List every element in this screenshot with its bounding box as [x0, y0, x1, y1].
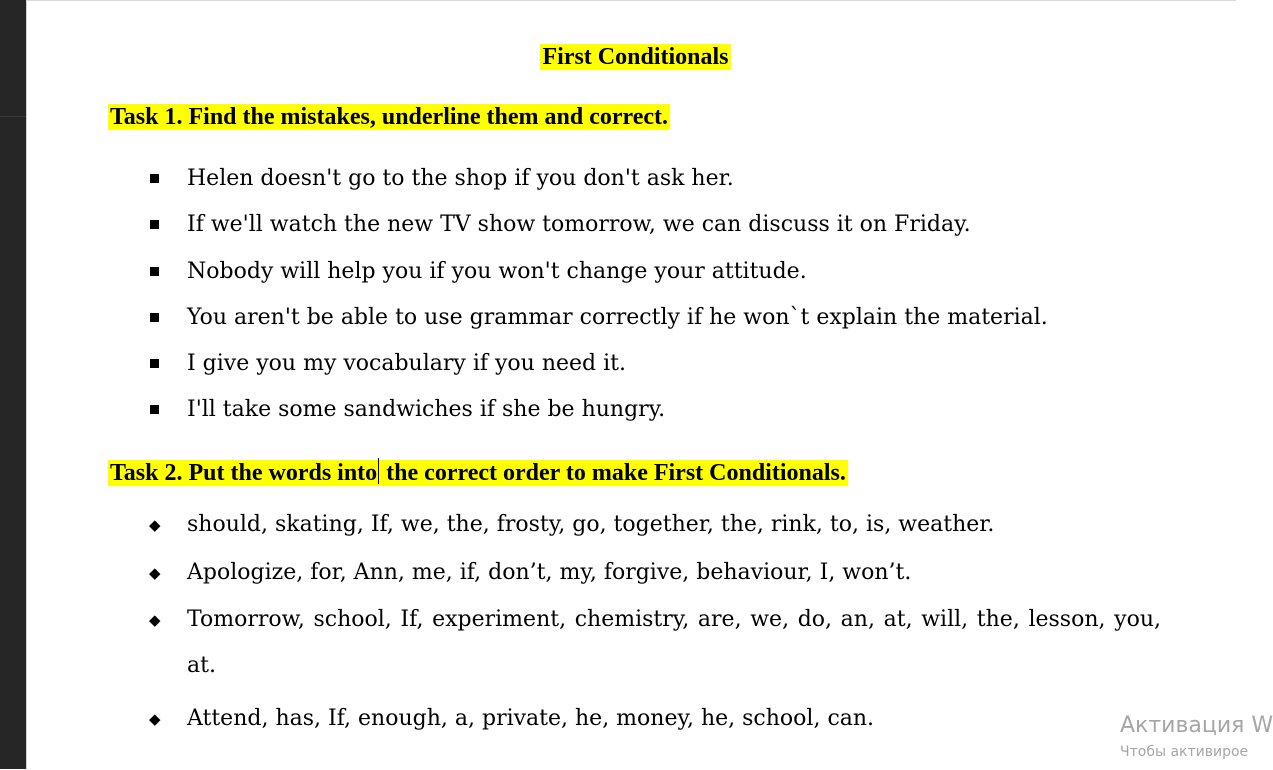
task1-heading-text: Task 1. Find the mistakes, underline them and correct.	[110, 104, 669, 130]
list-item	[146, 346, 1048, 392]
diamond-bullet-icon: ◆	[149, 611, 161, 629]
title-text: First Conditionals	[542, 44, 729, 70]
task1-list	[146, 161, 1048, 439]
list-item	[146, 392, 1048, 438]
list-item-text: I give you my vocabulary if you need it.	[187, 351, 626, 377]
document-title	[26, 42, 1245, 72]
diamond-bullet-icon: ◆	[149, 563, 161, 582]
list-item-text: Helen doesn't go to the shop if you don't ask her.	[187, 166, 734, 191]
task2-heading-part1: Task 2. Put the words into	[110, 460, 378, 486]
list-item	[146, 701, 1161, 737]
watermark-line1: Активация W	[1120, 713, 1273, 738]
list-item-text: Tomorrow, school, If, experiment, chemistry, are, we, do, an, at, will, the, lesson, you, at.	[187, 607, 1161, 678]
square-bullet-icon	[150, 220, 159, 229]
list-item-text: Apologize, for, Ann, me, if, don’t, my, forgive, behaviour, I, won’t.	[187, 559, 912, 585]
diamond-bullet-icon: ◆	[149, 709, 161, 728]
task2-heading-part2: the correct order to make First Conditionals.	[380, 460, 846, 486]
gutter-divider	[0, 116, 26, 117]
list-item-text: Attend, has, If, enough, a, private, he, money, he, school, can.	[187, 705, 875, 731]
list-item	[146, 254, 1048, 300]
list-item	[146, 507, 1161, 543]
list-item-text: If we'll watch the new TV show tomorrow, we can discuss it on Friday.	[187, 212, 971, 238]
square-bullet-icon	[150, 174, 159, 183]
square-bullet-icon	[150, 313, 159, 322]
list-item-text: I'll take some sandwiches if she be hungry.	[187, 397, 666, 423]
windows-activation-watermark	[1120, 711, 1273, 763]
left-app-gutter	[0, 0, 26, 769]
list-item	[146, 555, 1161, 591]
task2-list	[146, 507, 1161, 748]
task2-heading	[108, 458, 848, 488]
list-item-text: You aren't be able to use grammar correctly if he won`t explain the material.	[187, 304, 1048, 330]
square-bullet-icon	[150, 405, 159, 414]
task1-heading	[108, 102, 670, 132]
list-item-text: should, skating, If, we, the, frosty, go, together, the, rink, to, is, weather.	[187, 512, 995, 537]
watermark-line2: Чтобы активирое	[1120, 744, 1249, 760]
document-page[interactable]	[26, 0, 1273, 770]
list-item-text: Nobody will help you if you won't change your attitude.	[187, 258, 807, 284]
list-item	[146, 597, 1161, 689]
list-item	[146, 300, 1048, 346]
diamond-bullet-icon: ◆	[149, 516, 161, 534]
task2-heading-text	[108, 460, 848, 486]
list-item	[146, 161, 1048, 207]
square-bullet-icon	[150, 359, 159, 368]
list-item	[146, 207, 1048, 253]
square-bullet-icon	[150, 267, 159, 276]
